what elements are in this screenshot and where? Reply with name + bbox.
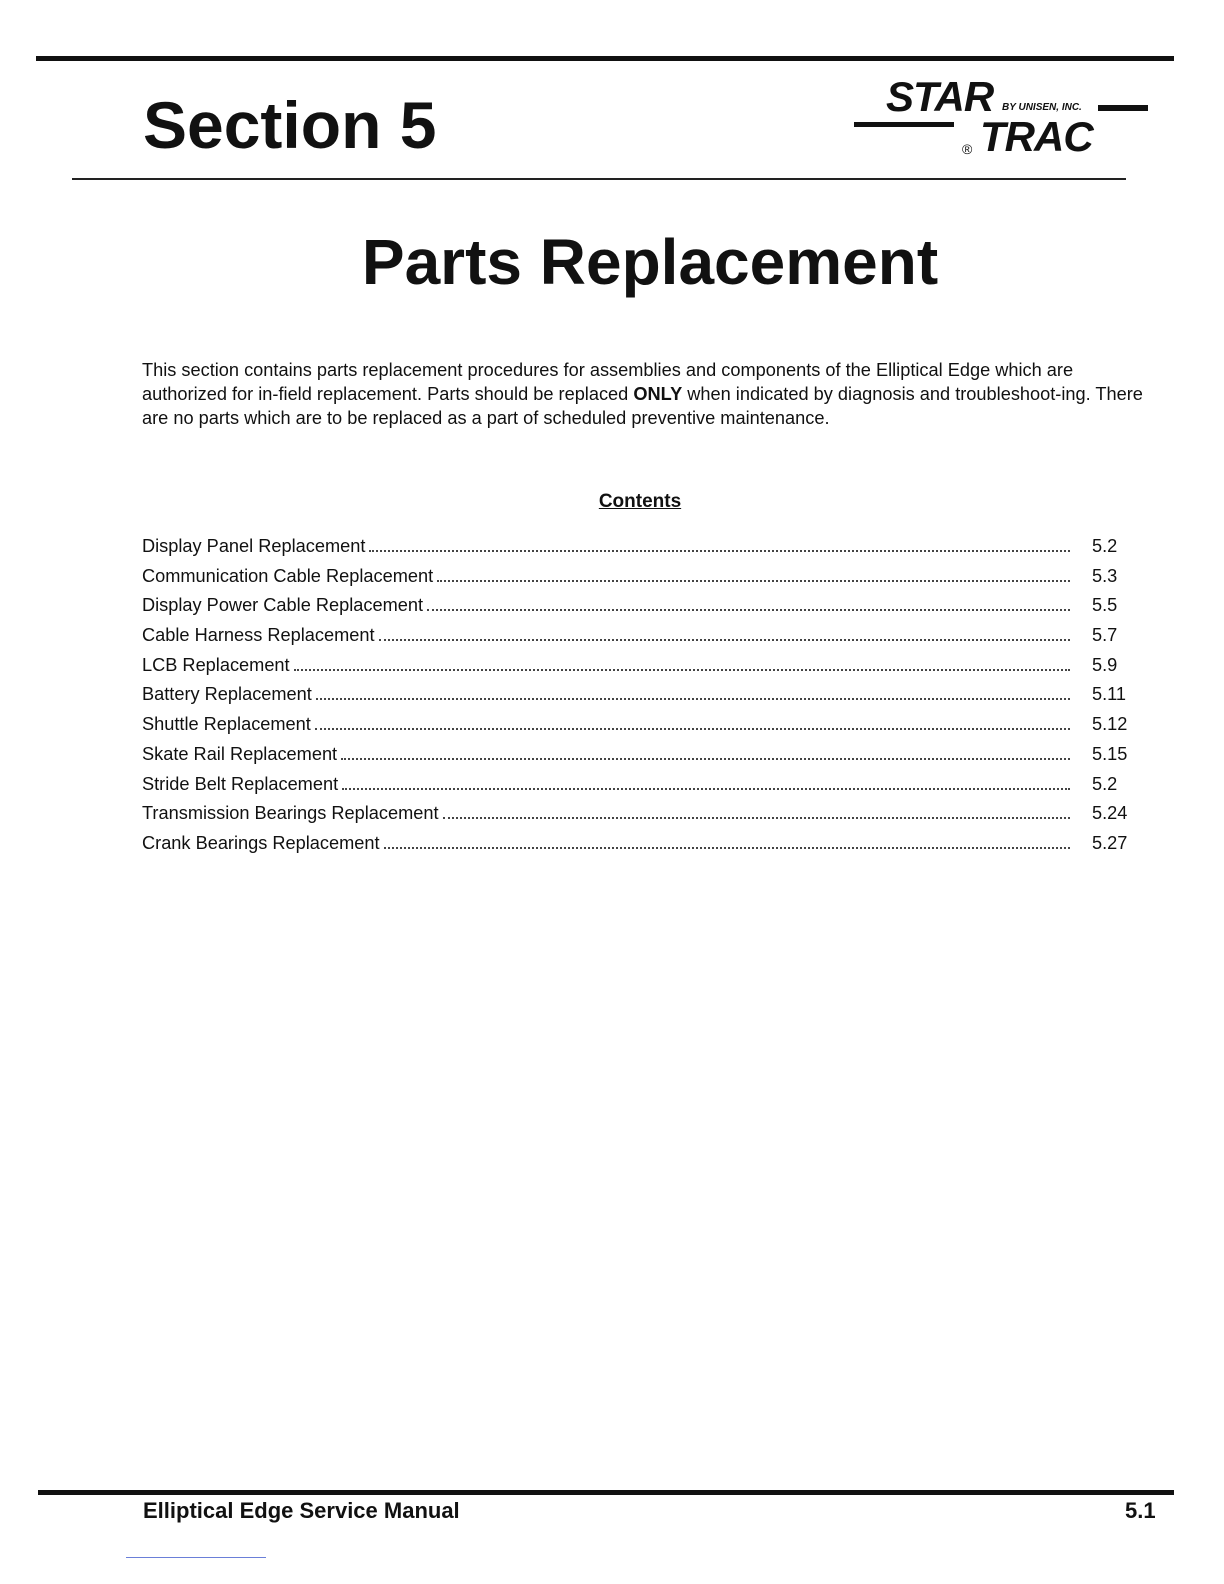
- toc-entry: [142, 801, 1152, 831]
- toc-entry-label: Shuttle Replacement: [142, 714, 311, 735]
- toc-entry-label: Cable Harness Replacement: [142, 625, 375, 646]
- contents-heading: Contents: [598, 491, 682, 512]
- toc-entry-label: Stride Belt Replacement: [142, 773, 339, 794]
- toc-entry-page: 5.5: [1092, 595, 1118, 616]
- intro-text-end: when indicated by diagnosis and troubleshoot-ing. There are no parts which are to be replaced as a part of scheduled preventive maintenance.: [142, 384, 1143, 428]
- toc-dot-leader: [379, 638, 1070, 641]
- top-rule: [36, 56, 1174, 61]
- toc-entry: [142, 682, 1152, 712]
- toc-entry-label: LCB Replacement: [142, 654, 290, 675]
- toc-dot-leader: [341, 757, 1070, 760]
- toc-entry-page: 5.9: [1092, 654, 1118, 675]
- toc-entry-page: 5.2: [1092, 773, 1118, 794]
- toc-dot-leader: [437, 579, 1070, 582]
- registered-mark: ®: [962, 141, 973, 157]
- section-title: Section 5: [143, 88, 437, 162]
- toc-entry: [142, 831, 1152, 861]
- footer-manual-title: Elliptical Edge Service Manual: [143, 1498, 460, 1523]
- toc-entry-label: Battery Replacement: [142, 684, 312, 705]
- toc-dot-leader: [427, 608, 1070, 611]
- toc-entry: [142, 564, 1152, 594]
- toc-entry-page: 5.12: [1092, 714, 1128, 735]
- scan-underline-mark: [126, 1557, 266, 1558]
- toc-dot-leader: [443, 816, 1070, 819]
- toc-entry-page: 5.24: [1092, 803, 1128, 824]
- logo-bar-right: [1098, 105, 1148, 111]
- toc-entry-label: Skate Rail Replacement: [142, 743, 338, 764]
- toc-entry: [142, 772, 1152, 802]
- toc-entry: [142, 593, 1152, 623]
- toc-entry: [142, 742, 1152, 772]
- toc-dot-leader: [315, 727, 1070, 730]
- toc-entry-page: 5.7: [1092, 625, 1118, 646]
- toc-entry-page: 5.15: [1092, 743, 1128, 764]
- toc-entry: [142, 653, 1152, 683]
- footer-rule: [38, 1490, 1174, 1495]
- toc-entry-label: Transmission Bearings Replacement: [142, 803, 439, 824]
- intro-emphasis: ONLY: [633, 384, 683, 404]
- intro-text-start: This section contains parts replacement procedures for assemblies and components of the Elliptical Edge which are authorized for in-field replacement. Parts should be replaced: [142, 360, 1074, 404]
- toc-entry-label: Display Panel Replacement: [142, 536, 366, 556]
- toc-entry: [142, 712, 1152, 742]
- toc-entry-page: 5.3: [1092, 565, 1118, 586]
- star-trac-logo: [852, 73, 1152, 166]
- toc-entry-label: Communication Cable Replacement: [142, 565, 434, 586]
- toc-entry-label: Display Power Cable Replacement: [142, 595, 424, 616]
- toc-dot-leader: [369, 549, 1070, 552]
- logo-trac-text: TRAC: [980, 113, 1093, 160]
- page-heading: Parts Replacement: [361, 226, 939, 298]
- toc-dot-leader: [316, 697, 1070, 700]
- toc-dot-leader: [294, 668, 1070, 671]
- toc-entry-page: 5.11: [1092, 684, 1127, 705]
- toc-entry-label: Crank Bearings Replacement: [142, 832, 380, 853]
- logo-bar-left: [854, 122, 954, 127]
- table-of-contents: [142, 534, 1152, 861]
- header-rule: [72, 178, 1126, 180]
- footer-page-number: 5.1: [1125, 1498, 1156, 1523]
- toc-entry-page: 5.27: [1092, 832, 1128, 853]
- logo-star-text: STAR: [886, 73, 994, 120]
- toc-dot-leader: [384, 846, 1070, 849]
- toc-entry: [142, 534, 1152, 564]
- toc-entry: [142, 623, 1152, 653]
- intro-paragraph: [142, 358, 1154, 430]
- toc-dot-leader: [342, 787, 1070, 790]
- logo-byline: BY UNISEN, INC.: [1002, 102, 1082, 113]
- toc-entry-page: 5.2: [1092, 536, 1118, 556]
